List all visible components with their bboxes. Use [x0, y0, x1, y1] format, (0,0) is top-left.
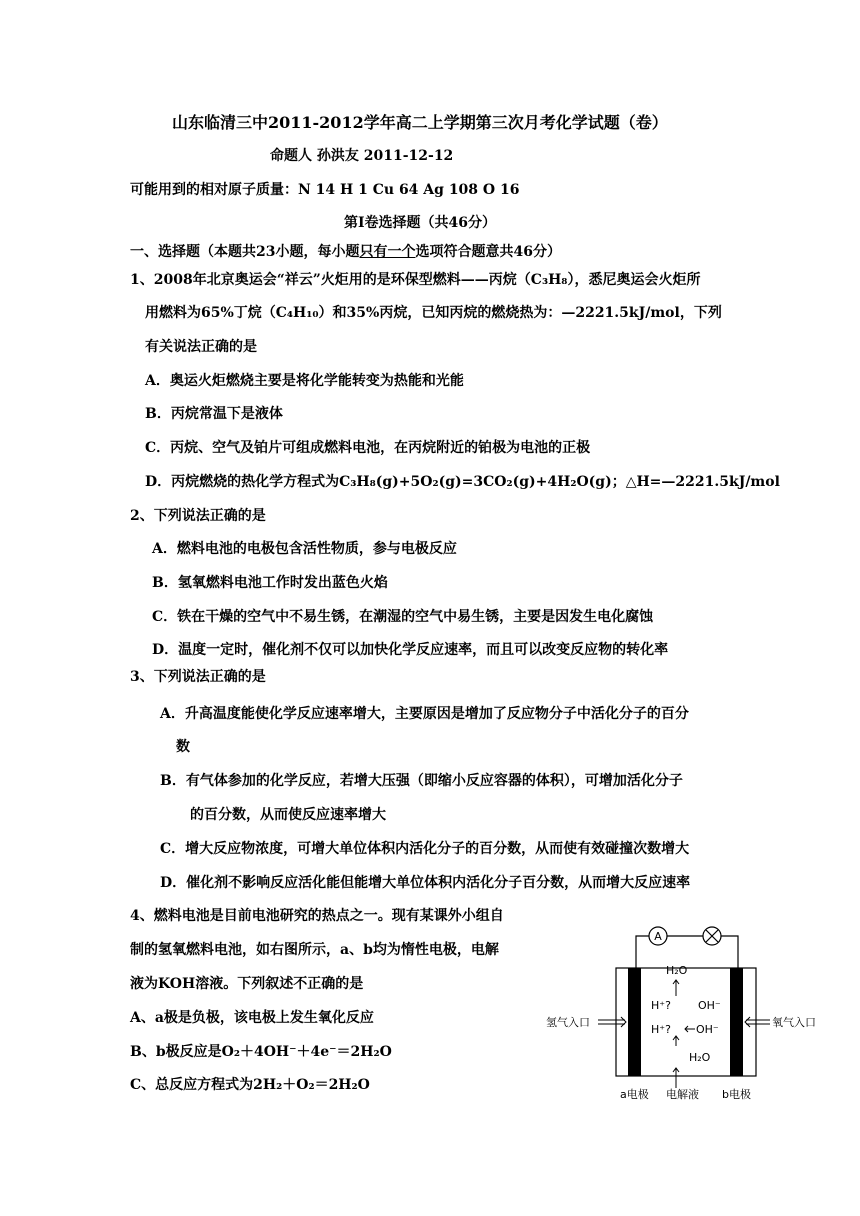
arrow-left-icon	[685, 1026, 695, 1032]
instructions-after: 选项符合题意共46分）	[415, 244, 561, 260]
lamp-icon	[703, 927, 721, 945]
q3-option-c: C．增大反应物浓度，可增大单位体积内活化分子的百分数，从而使有效碰撞次数增大	[160, 841, 690, 857]
instructions-line	[130, 242, 561, 262]
q2-option-d: D．温度一定时，催化剂不仅可以加快化学反应速率，而且可以改变反应物的转化率	[152, 642, 669, 658]
electrolyte-label: 电解液	[666, 1088, 699, 1101]
author-line: 命题人 孙洪友 2011-12-12	[270, 148, 454, 164]
q1-stem-line1: 1、2008年北京奥运会“祥云”火炬用的是环保型燃料——丙烷（C₃H₈），悉尼奥运会火炬所	[130, 272, 701, 288]
q4-option-a: A、a极是负极，该电极上发生氧化反应	[130, 1010, 374, 1026]
arrow-up-icon	[673, 1068, 679, 1088]
q1-option-a: A．奥运火炬燃烧主要是将化学能转变为热能和光能	[145, 373, 464, 389]
electrode-a-label: a电极	[620, 1088, 649, 1101]
oh-label-2: OH⁻	[696, 1023, 719, 1036]
electrode-a	[628, 968, 641, 1076]
fuel-cell-diagram	[536, 926, 836, 1106]
q2-option-a: A．燃料电池的电极包含活性物质，参与电极反应	[152, 541, 457, 557]
q1-option-c: C．丙烷、空气及铂片可组成燃料电池，在丙烷附近的铂极为电池的正极	[145, 440, 591, 456]
q4-stem-line3: 液为KOH溶液。下列叙述不正确的是	[130, 976, 364, 992]
oxygen-inlet-arrow-icon	[745, 1017, 770, 1027]
instructions-underlined: 只有一个	[359, 244, 416, 260]
q3-option-b-line1: B．有气体参加的化学反应，若增大压强（即缩小反应容器的体积），可增加活化分子	[160, 773, 683, 789]
q3-option-a-line2: 数	[176, 739, 190, 755]
q4-stem-line1: 4、燃料电池是目前电池研究的热点之一。现有某课外小组自	[130, 908, 504, 924]
arrow-up-icon	[673, 980, 679, 996]
section-heading: 第Ⅰ卷选择题（共46分）	[344, 215, 497, 231]
q1-stem-line2: 用燃料为65%丁烷（C₄H₁₀）和35%丙烷，已知丙烷的燃烧热为：—2221.5kJ/mol，下列	[145, 305, 722, 321]
q1-option-d: D．丙烷燃烧的热化学方程式为C₃H₈(g)+5O₂(g)=3CO₂(g)+4H₂O(g)；△H=—2221.5kJ/mol	[145, 474, 780, 490]
q4-stem-line2: 制的氢氧燃料电池，如右图所示，a、b均为惰性电极，电解	[130, 942, 499, 958]
q2-stem: 2、下列说法正确的是	[130, 508, 266, 524]
h2o-top-label: H₂O	[666, 964, 688, 977]
q3-option-d: D．催化剂不影响反应活化能但能增大单位体积内活化分子百分数，从而增大反应速率	[160, 875, 691, 891]
oxygen-inlet-label: 氧气入口	[772, 1016, 816, 1029]
q4-option-b: B、b极反应是O₂＋4OH⁻＋4e⁻＝2H₂O	[130, 1044, 392, 1060]
page-title: 山东临清三中2011-2012学年高二上学期第三次月考化学试题（卷）	[172, 113, 668, 132]
hplus-label-1: H⁺?	[651, 999, 671, 1012]
q3-stem: 3、下列说法正确的是	[130, 669, 266, 685]
atomic-masses-line: 可能用到的相对原子质量：N 14 H 1 Cu 64 Ag 108 O 16	[130, 182, 520, 198]
electrode-b-label: b电极	[722, 1088, 751, 1101]
q2-option-c: C．铁在干燥的空气中不易生锈，在潮湿的空气中易生锈，主要是因发生电化腐蚀	[152, 609, 654, 625]
electrode-b	[730, 968, 743, 1076]
q1-stem-line3: 有关说法正确的是	[145, 339, 257, 355]
hydrogen-inlet-label: 氢气入口	[546, 1016, 590, 1029]
oh-label-1: OH⁻	[698, 999, 721, 1012]
q4-option-c: C、总反应方程式为2H₂＋O₂＝2H₂O	[130, 1077, 370, 1093]
instructions-before: 一、选择题（本题共23小题，每小题	[130, 244, 360, 260]
h2o-bottom-label: H₂O	[689, 1051, 711, 1064]
arrow-up-icon	[673, 1036, 679, 1046]
hplus-label-2: H⁺?	[651, 1023, 671, 1036]
hydrogen-inlet-arrow-icon	[598, 1017, 626, 1027]
q1-option-b: B．丙烷常温下是液体	[145, 406, 283, 422]
q2-option-b: B．氢氧燃料电池工作时发出蓝色火焰	[152, 575, 388, 591]
q3-option-b-line2: 的百分数，从而使反应速率增大	[190, 807, 386, 823]
q3-option-a-line1: A．升高温度能使化学反应速率增大，主要原因是增加了反应物分子中活化分子的百分	[160, 706, 689, 722]
ammeter-label: A	[654, 930, 662, 943]
